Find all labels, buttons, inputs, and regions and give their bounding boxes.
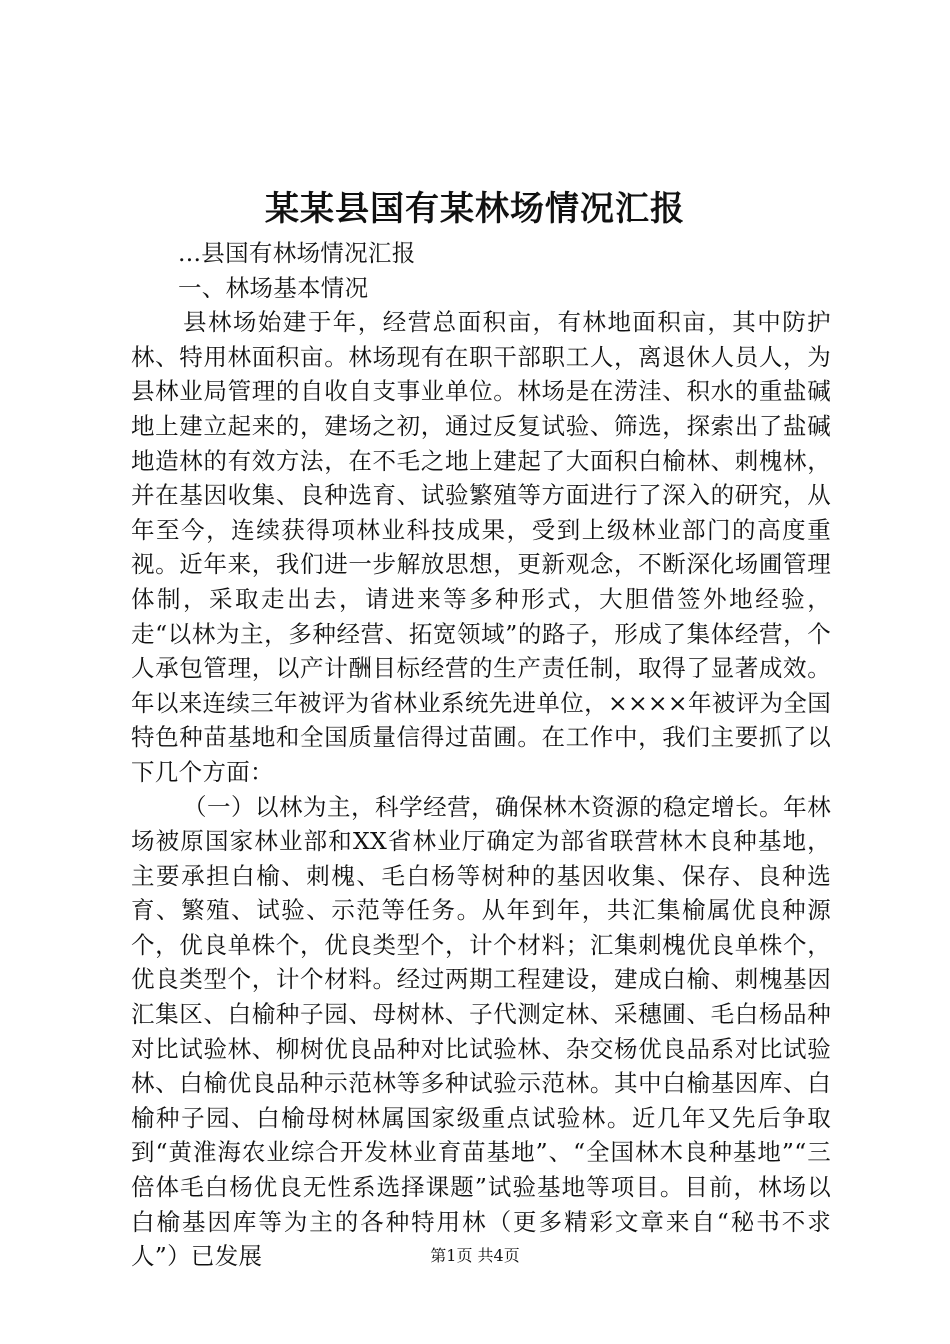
document-title: 某某县国有某林场情况汇报 — [265, 189, 685, 229]
paragraph-forest-management: （一）以林为主，科学经营，确保林木资源的稳定增长。年林场被原国家林业部和XX省林业厅确定为部省联营林木良种基地，主要承担白榆、刺槐、毛白杨等树种的基因收集、保存、良种选育、繁殖、试验、示范等任务。从年到年，共汇集榆属优良种源个，优良单株个，优良类型个，计个材料；汇集刺槐优良单株个，优良类型个，计个材料。经过两期工程建设，建成白榆、刺槐基因汇集区、白榆种子园、母树林、子代测定林、采穗圃、毛白杨品种对比试验林、柳树优良品种对比试验林、杂交杨优良品系对比试验林、白榆优良品种示范林等多种试验示范林。其中白榆基因库、白榆种子园、白榆母树林属国家级重点试验林。近几年又先后争取到“黄淮海农业综合开发林业育苗基地”、“全国林木良种基地”“三倍体毛白杨优良无性系选择课题”试验基地等项目。目前，林场以白榆基因库等为主的各种特用林（更多精彩文章来自“秘书不求人”）已发展 — [131, 792, 831, 1271]
section-heading: 一、林场基本情况 — [178, 273, 369, 302]
paragraph-subtitle: ...县国有林场情况汇报 — [178, 239, 416, 267]
document-body — [131, 236, 831, 1274]
paragraph-basic-info: 县林场始建于年，经营总面积亩，有林地面积亩，其中防护林、特用林面积亩。林场现有在职干部职工人，离退休人员人，为县林业局管理的自收自支事业单位。林场是在涝洼、积水的重盐碱地上建立起来的，建场之初，通过反复试验、筛选，探索出了盐碱地造林的有效方法，在不毛之地上建起了大面积白榆林、刺槐林，并在基因收集、良种选育、试验繁殖等方面进行了深入的研究，从年至今，连续获得项林业科技成果，受到上级林业部门的高度重视。近年来，我们进一步解放思想，更新观念，不断深化场圃管理体制，采取走出去，请进来等多种形式，大胆借签外地经验，走“以林为主，多种经营、拓宽领域”的路子，形成了集体经营，个人承包管理，以产计酬目标经营的生产责任制，取得了显著成效。年以来连续三年被评为省林业系统先进单位，××××年被评为全国特色种苗基地和全国质量信得过苗圃。在工作中，我们主要抓了以下几个方面： — [131, 308, 831, 786]
page-number-footer: 第1页 共4页 — [430, 1246, 520, 1265]
